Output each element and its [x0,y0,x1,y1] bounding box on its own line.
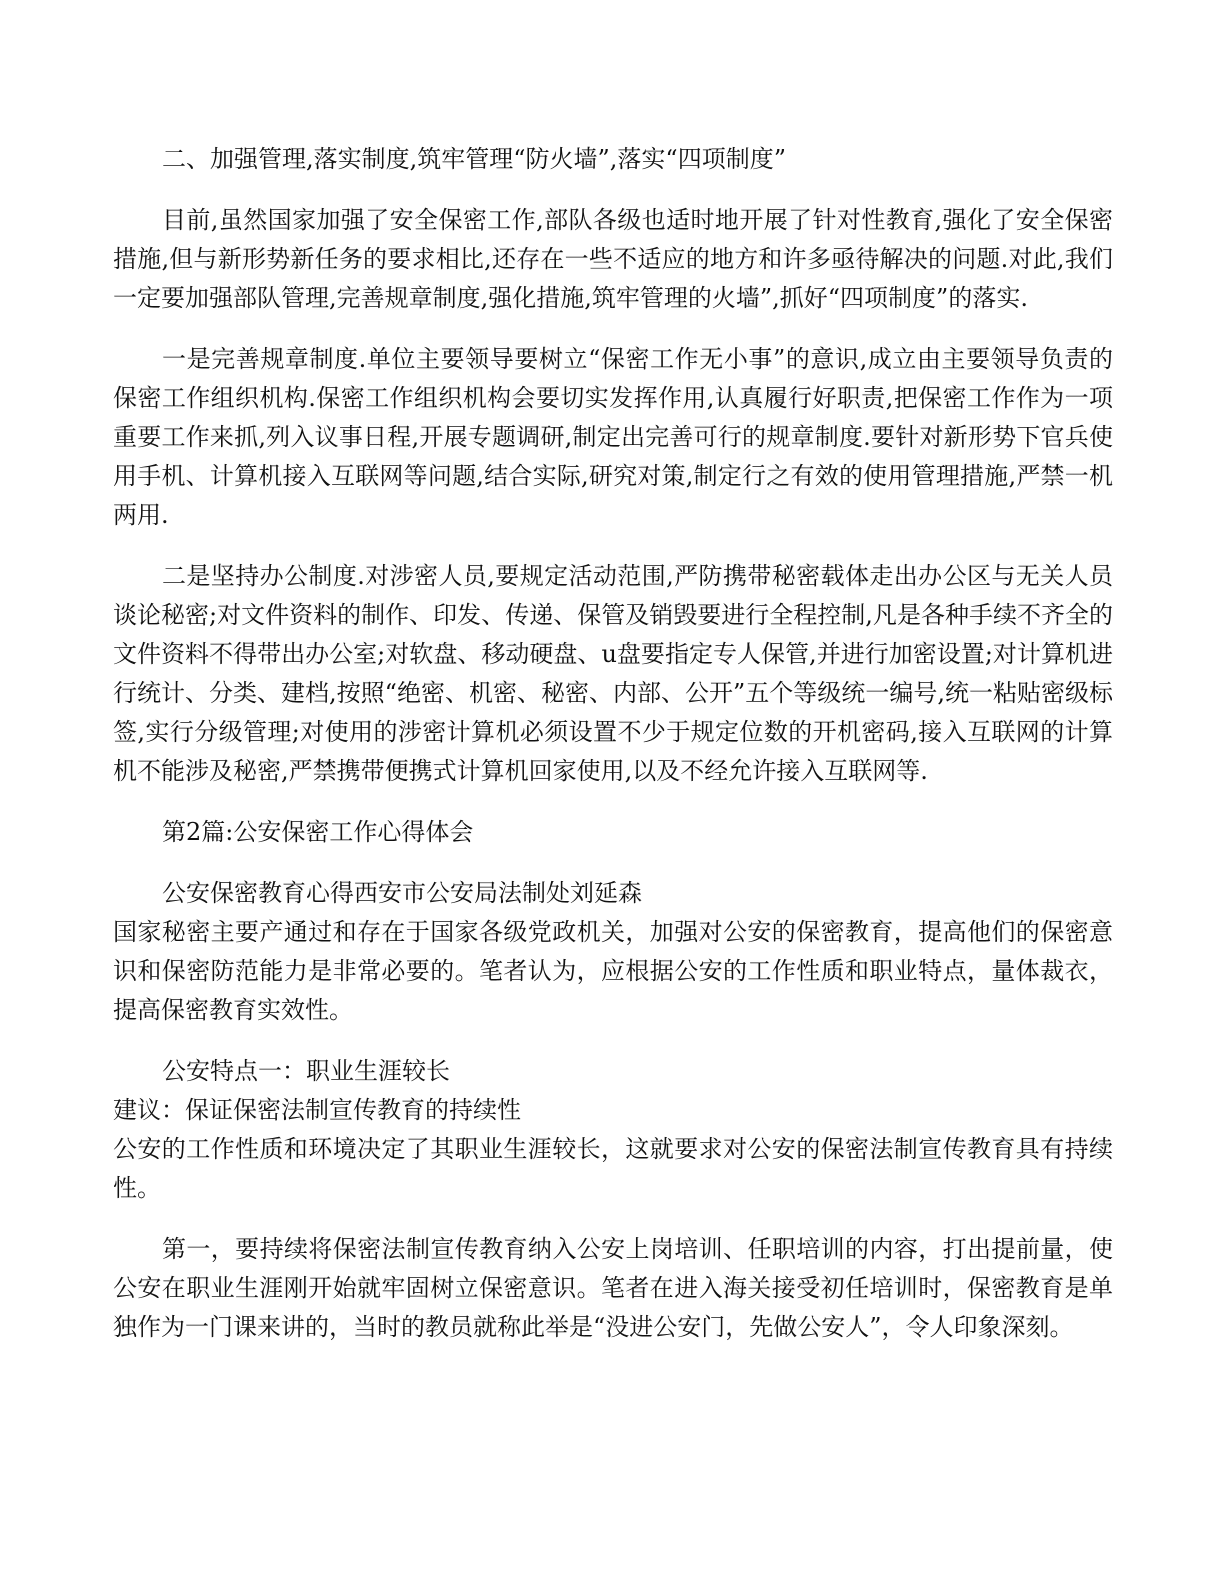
body-paragraph: 公安的工作性质和环境决定了其职业生涯较长，这就要求对公安的保密法制宣传教育具有持续性。 [113,1135,1113,1202]
body-paragraph: 二是坚持办公制度.对涉密人员,要规定活动范围,严防携带秘密载体走出办公区与无关人员谈论秘密;对文件资料的制作、印发、传递、保管及销毁要进行全程控制,凡是各种手续不齐全的文件资料不得带出办公室;对软盘、移动硬盘、u盘要指定专人保管,并进行加密设置;对计算机进行统计、分类、建档,按照“绝密、机密、秘密、内部、公开”五个等级统一编号,统一粘贴密级标签,实行分级管理;对使用的涉密计算机必须设置不少于规定位数的开机密码,接入互联网的计算机不能涉及秘密,严禁携带便携式计算机回家使用,以及不经允许接入互联网等. [113,562,1113,785]
body-paragraph: 目前,虽然国家加强了安全保密工作,部队各级也适时地开展了针对性教育,强化了安全保密措施,但与新形势新任务的要求相比,还存在一些不适应的地方和许多亟待解决的问题.对此,我们一定要加强部队管理,完善规章制度,强化措施,筑牢管理的火墙”,抓好“四项制度”的落实. [113,206,1113,312]
suggestion-heading: 建议：保证保密法制宣传教育的持续性 [113,1096,521,1124]
body-paragraph: 一是完善规章制度.单位主要领导要树立“保密工作无小事”的意识,成立由主要领导负责的保密工作组织机构.保密工作组织机构会要切实发挥作用,认真履行好职责,把保密工作作为一项重要工作来抓,列入议事日程,开展专题调研,制定出完善可行的规章制度.要针对新形势下官兵使用手机、计算机接入互联网等问题,结合实际,研究对策,制定行之有效的使用管理措施,严禁一机两用. [113,345,1113,529]
feature-heading: 公安特点一：职业生涯较长 [162,1057,450,1085]
article-byline: 公安保密教育心得西安市公安局法制处刘延森 [162,879,642,907]
document-page [113,140,1113,1347]
section-heading: 二、加强管理,落实制度,筑牢管理“防火墙”,落实“四项制度” [162,145,786,173]
body-paragraph: 第一，要持续将保密法制宣传教育纳入公安上岗培训、任职培训的内容，打出提前量，使公安在职业生涯刚开始就牢固树立保密意识。笔者在进入海关接受初任培训时，保密教育是单独作为一门课来讲的，当时的教员就称此举是“没进公安门，先做公安人”，令人印象深刻。 [113,1235,1113,1341]
body-paragraph: 国家秘密主要产通过和存在于国家各级党政机关，加强对公安的保密教育，提高他们的保密意识和保密防范能力是非常必要的。笔者认为，应根据公安的工作性质和职业特点，量体裁衣，提高保密教育实效性。 [113,918,1113,1024]
chapter-title: 第2篇:公安保密工作心得体会 [162,818,474,846]
